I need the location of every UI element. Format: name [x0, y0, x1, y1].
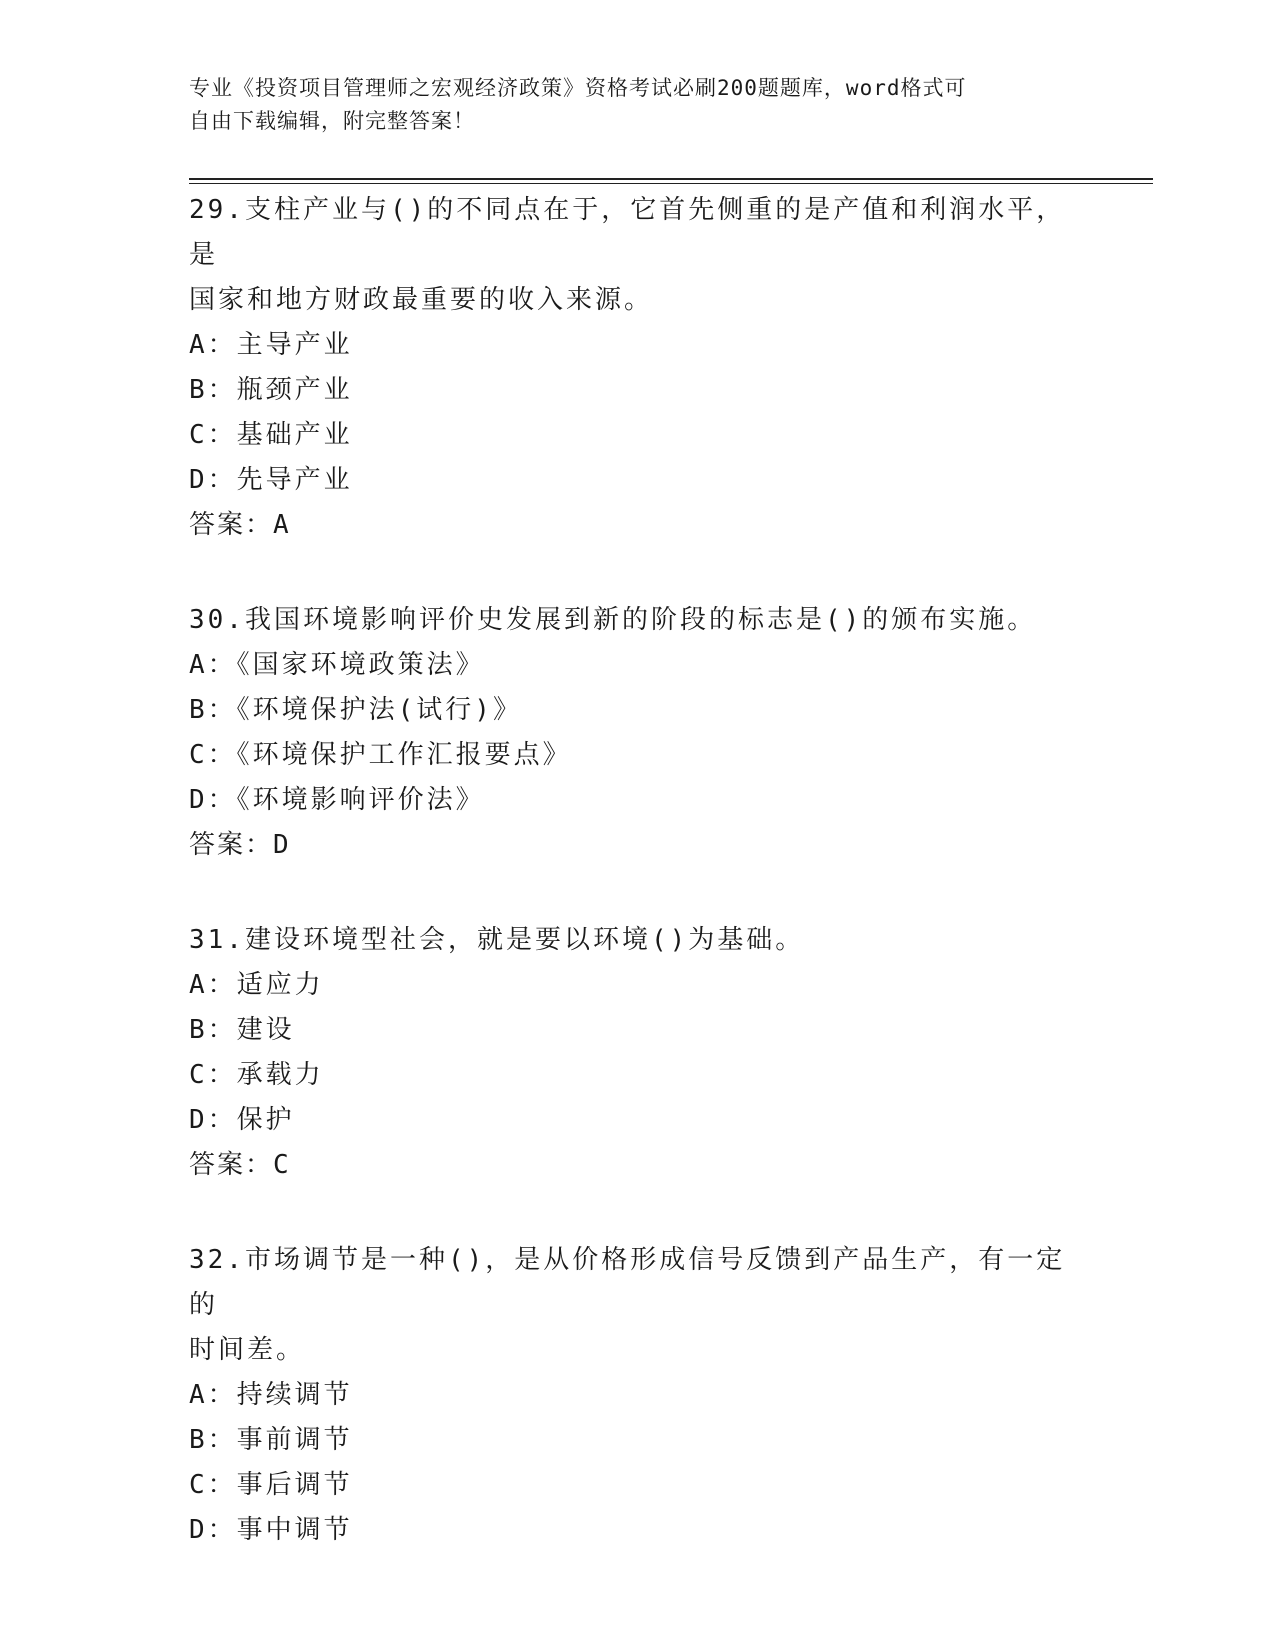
- question-stem: [189, 918, 1089, 963]
- question-stem-line: 时间差。: [189, 1335, 306, 1365]
- option-d: D：事中调节: [189, 1515, 353, 1545]
- question-stem: [189, 598, 1089, 643]
- option-b: B：事前调节: [189, 1425, 353, 1455]
- question-list: [189, 188, 1089, 1553]
- header-line-2: 自由下载编辑，附完整答案！: [189, 109, 475, 133]
- option-a: A：主导产业: [189, 330, 353, 360]
- answer-value: C: [273, 1150, 291, 1180]
- question-29: [189, 188, 1089, 548]
- answer: [189, 503, 1089, 548]
- answer: [189, 1143, 1089, 1188]
- header-line-1: 专业《投资项目管理师之宏观经济政策》资格考试必刷200题题库，word格式可: [189, 76, 967, 100]
- question-32: [189, 1238, 1089, 1553]
- option-b: B：《环境保护法(试行)》: [189, 695, 522, 725]
- answer-label: 答案：: [189, 830, 274, 860]
- question-stem-line: 30.我国环境影响评价史发展到新的阶段的标志是()的颁布实施。: [189, 605, 1037, 635]
- option-a: A：持续调节: [189, 1380, 353, 1410]
- answer-value: A: [273, 510, 291, 540]
- option-b: B：瓶颈产业: [189, 375, 353, 405]
- answer-label: 答案：: [189, 510, 274, 540]
- option-c: C：承载力: [189, 1060, 324, 1090]
- question-stem: [189, 188, 1089, 323]
- answer: [189, 823, 1089, 868]
- answer-value: D: [273, 830, 291, 860]
- question-spacer: [189, 868, 1089, 918]
- question-spacer: [189, 1188, 1089, 1238]
- option-a: A：适应力: [189, 970, 324, 1000]
- header-rule-thin: [189, 183, 1153, 184]
- answer-label: 答案：: [189, 1150, 274, 1180]
- question-stem-line: 国家和地方财政最重要的收入来源。: [189, 285, 654, 315]
- option-c: C：基础产业: [189, 420, 353, 450]
- header-rule-thick: [189, 178, 1153, 180]
- question-stem-line: 32.市场调节是一种()，是从价格形成信号反馈到产品生产，有一定的: [189, 1245, 1066, 1320]
- option-d: D：先导产业: [189, 465, 353, 495]
- option-a: A：《国家环境政策法》: [189, 650, 485, 680]
- question-stem-line: 29.支柱产业与()的不同点在于，它首先侧重的是产值和利润水平，是: [189, 195, 1066, 270]
- option-d: D：保护: [189, 1105, 295, 1135]
- option-c: C：《环境保护工作汇报要点》: [189, 740, 572, 770]
- option-b: B：建设: [189, 1015, 295, 1045]
- option-d: D：《环境影响评价法》: [189, 785, 485, 815]
- document-header: [189, 72, 1069, 138]
- option-c: C：事后调节: [189, 1470, 353, 1500]
- question-30: [189, 598, 1089, 868]
- question-spacer: [189, 548, 1089, 598]
- question-31: [189, 918, 1089, 1188]
- question-stem: [189, 1238, 1089, 1373]
- question-stem-line: 31.建设环境型社会，就是要以环境()为基础。: [189, 925, 805, 955]
